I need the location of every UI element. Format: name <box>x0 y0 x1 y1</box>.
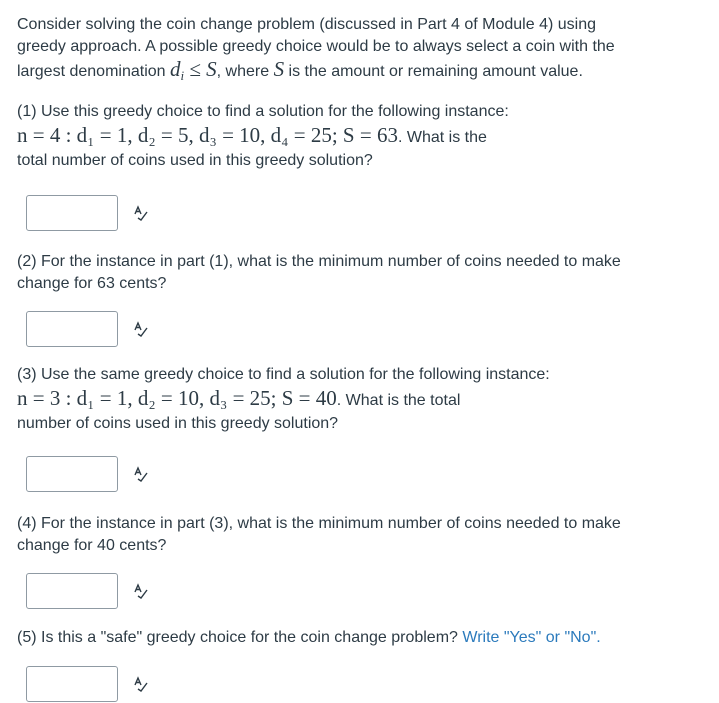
question-2 <box>17 251 707 295</box>
spellcheck-icon[interactable] <box>132 466 148 482</box>
spellcheck-icon[interactable] <box>132 583 148 599</box>
answer-row-2 <box>26 310 707 348</box>
math-s: S <box>273 57 285 81</box>
answer-input-3[interactable] <box>26 456 118 492</box>
answer-input-2[interactable] <box>26 311 118 347</box>
spellcheck-icon[interactable] <box>132 205 148 221</box>
question-1 <box>17 101 707 172</box>
q3-line-1: (3) Use the same greedy choice to find a solution for the following instance: <box>17 366 550 383</box>
intro-line-2: greedy approach. A possible greedy choice would be to always select a coin with the <box>17 38 615 55</box>
q4-line-2: change for 40 cents? <box>17 537 167 554</box>
q3-line-2: n = 3 : d₁ = 1, d₂ = 10, d₃ = 25; S = 40. What is the total <box>17 386 461 410</box>
question-4 <box>17 513 707 557</box>
intro-line-3: largest denomination $d_i \le S$, where S is the amount or remaining amount value. <box>17 57 583 83</box>
question-5 <box>17 627 707 649</box>
q5-instruction: Write "Yes" or "No". <box>462 629 601 646</box>
q1-line-2: n = 4 : d₁ = 1, d₂ = 5, d₃ = 10, d₄ = 25; S = 63. What is the <box>17 123 487 147</box>
answer-row-4 <box>26 572 707 610</box>
question-3 <box>17 364 707 435</box>
q1-math: n = 4 : d₁ = 1, d₂ = 5, d₃ = 10, d₄ = 25; S = 63 <box>17 123 398 147</box>
q4-line-1: (4) For the instance in part (3), what is the minimum number of coins needed to make <box>17 515 621 532</box>
intro-paragraph <box>17 14 707 87</box>
math-di-le-s: $d_i \le S$ <box>169 57 217 83</box>
q1-line-1: (1) Use this greedy choice to find a solution for the following instance: <box>17 103 509 120</box>
spellcheck-icon[interactable] <box>132 321 148 337</box>
answer-row-5 <box>26 665 707 703</box>
answer-row-1 <box>26 194 707 232</box>
answer-input-5[interactable] <box>26 666 118 702</box>
q3-math: n = 3 : d₁ = 1, d₂ = 10, d₃ = 25; S = 40 <box>17 386 337 410</box>
answer-row-3 <box>26 455 707 493</box>
q5-line-1: (5) Is this a "safe" greedy choice for the coin change problem? Write "Yes" or "No". <box>17 629 601 646</box>
q3-line-3: number of coins used in this greedy solution? <box>17 415 339 432</box>
answer-input-4[interactable] <box>26 573 118 609</box>
q2-line-2: change for 63 cents? <box>17 275 167 292</box>
intro-line-1: Consider solving the coin change problem (discussed in Part 4 of Module 4) using <box>17 16 596 33</box>
q1-line-3: total number of coins used in this greedy solution? <box>17 152 373 169</box>
question-page <box>17 14 707 703</box>
q2-line-1: (2) For the instance in part (1), what is the minimum number of coins needed to make <box>17 253 621 270</box>
answer-input-1[interactable] <box>26 195 118 231</box>
